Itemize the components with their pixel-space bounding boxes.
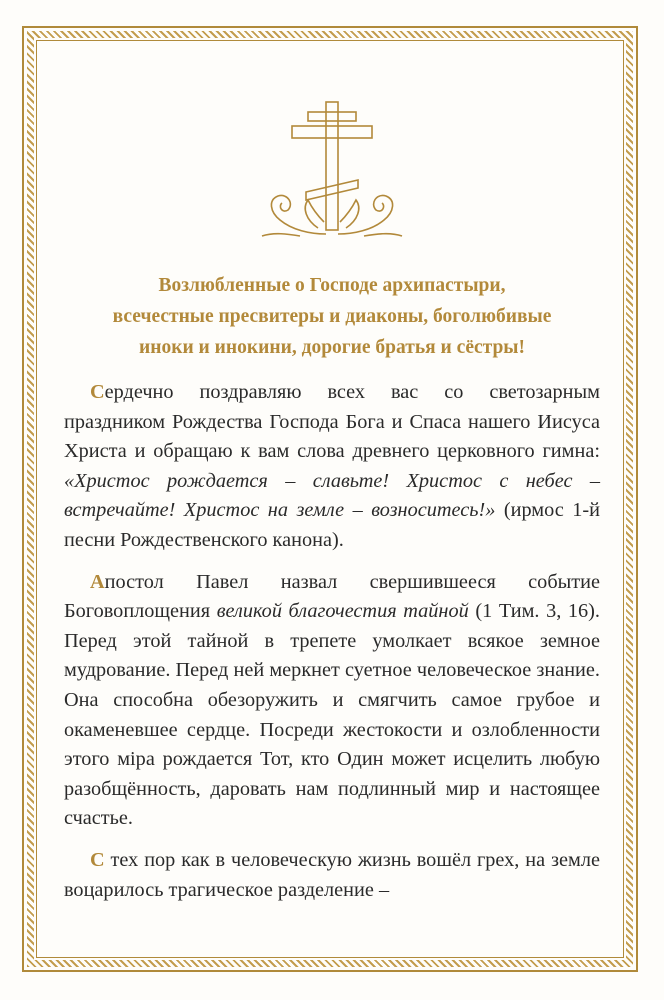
greeting-line-1: Возлюбленные о Господе архипастыри, <box>158 275 506 296</box>
greeting-line-2: всечестные пресвитеры и диаконы, боголюбивые <box>112 306 552 327</box>
scripture-quote: великой благочестия тайной <box>216 600 469 623</box>
paragraph-1 <box>64 378 600 556</box>
cross-top-bar <box>308 112 356 121</box>
cross-main-bar <box>292 126 372 138</box>
cross-footrest <box>306 180 358 200</box>
greeting-heading <box>70 270 594 363</box>
dropcap: С <box>90 848 105 871</box>
paragraph-text: тех пор как в человеческую жизнь вошёл грех, на земле воцарилось трагическое разделение – <box>64 848 600 901</box>
paragraph-3 <box>64 846 600 905</box>
dropcap: А <box>90 570 105 593</box>
hymn-quote: «Христос рождается – славьте! Христос с небес – встречайте! Христос на земле – возноситесь!» <box>64 469 600 522</box>
paragraph-text: ердечно поздравляю всех вас со светозарным праздником Рождества Господа Бога и Спаса нашего Иисуса Христа и обращаю к вам слова древнего церковного гимна: <box>64 381 600 463</box>
right-leaf-ornament <box>340 200 359 228</box>
greeting-line-3: иноки и инокини, дорогие братья и сёстры! <box>138 337 526 358</box>
left-leaf-ornament <box>305 200 324 228</box>
paragraph-text: (ирмос 1-й песни Рождественского канона). <box>64 499 600 551</box>
paragraph-text: постол Павел назвал свершившееся событие Боговоплощения <box>64 570 600 623</box>
orthodox-cross-icon <box>252 96 412 242</box>
paragraph-2 <box>64 568 600 834</box>
letter-body <box>64 378 600 917</box>
paragraph-text: (1 Тим. 3, 16). Перед этой тайной в трепете умолкает всякое земное мудрование. Перед ней меркнет суетное человеческое знание. Она способна обезоружить и смягчить самое грубое и окаменевшее сердце. Посреди жестокости и озлобленности этого міра рождается Тот, кто Один может исцелить любую разобщённость, даровать нам подлинный мир и настоящее счастье. <box>64 600 600 830</box>
dropcap: С <box>90 381 105 403</box>
right-tendril <box>364 234 402 236</box>
left-tendril <box>262 234 300 236</box>
